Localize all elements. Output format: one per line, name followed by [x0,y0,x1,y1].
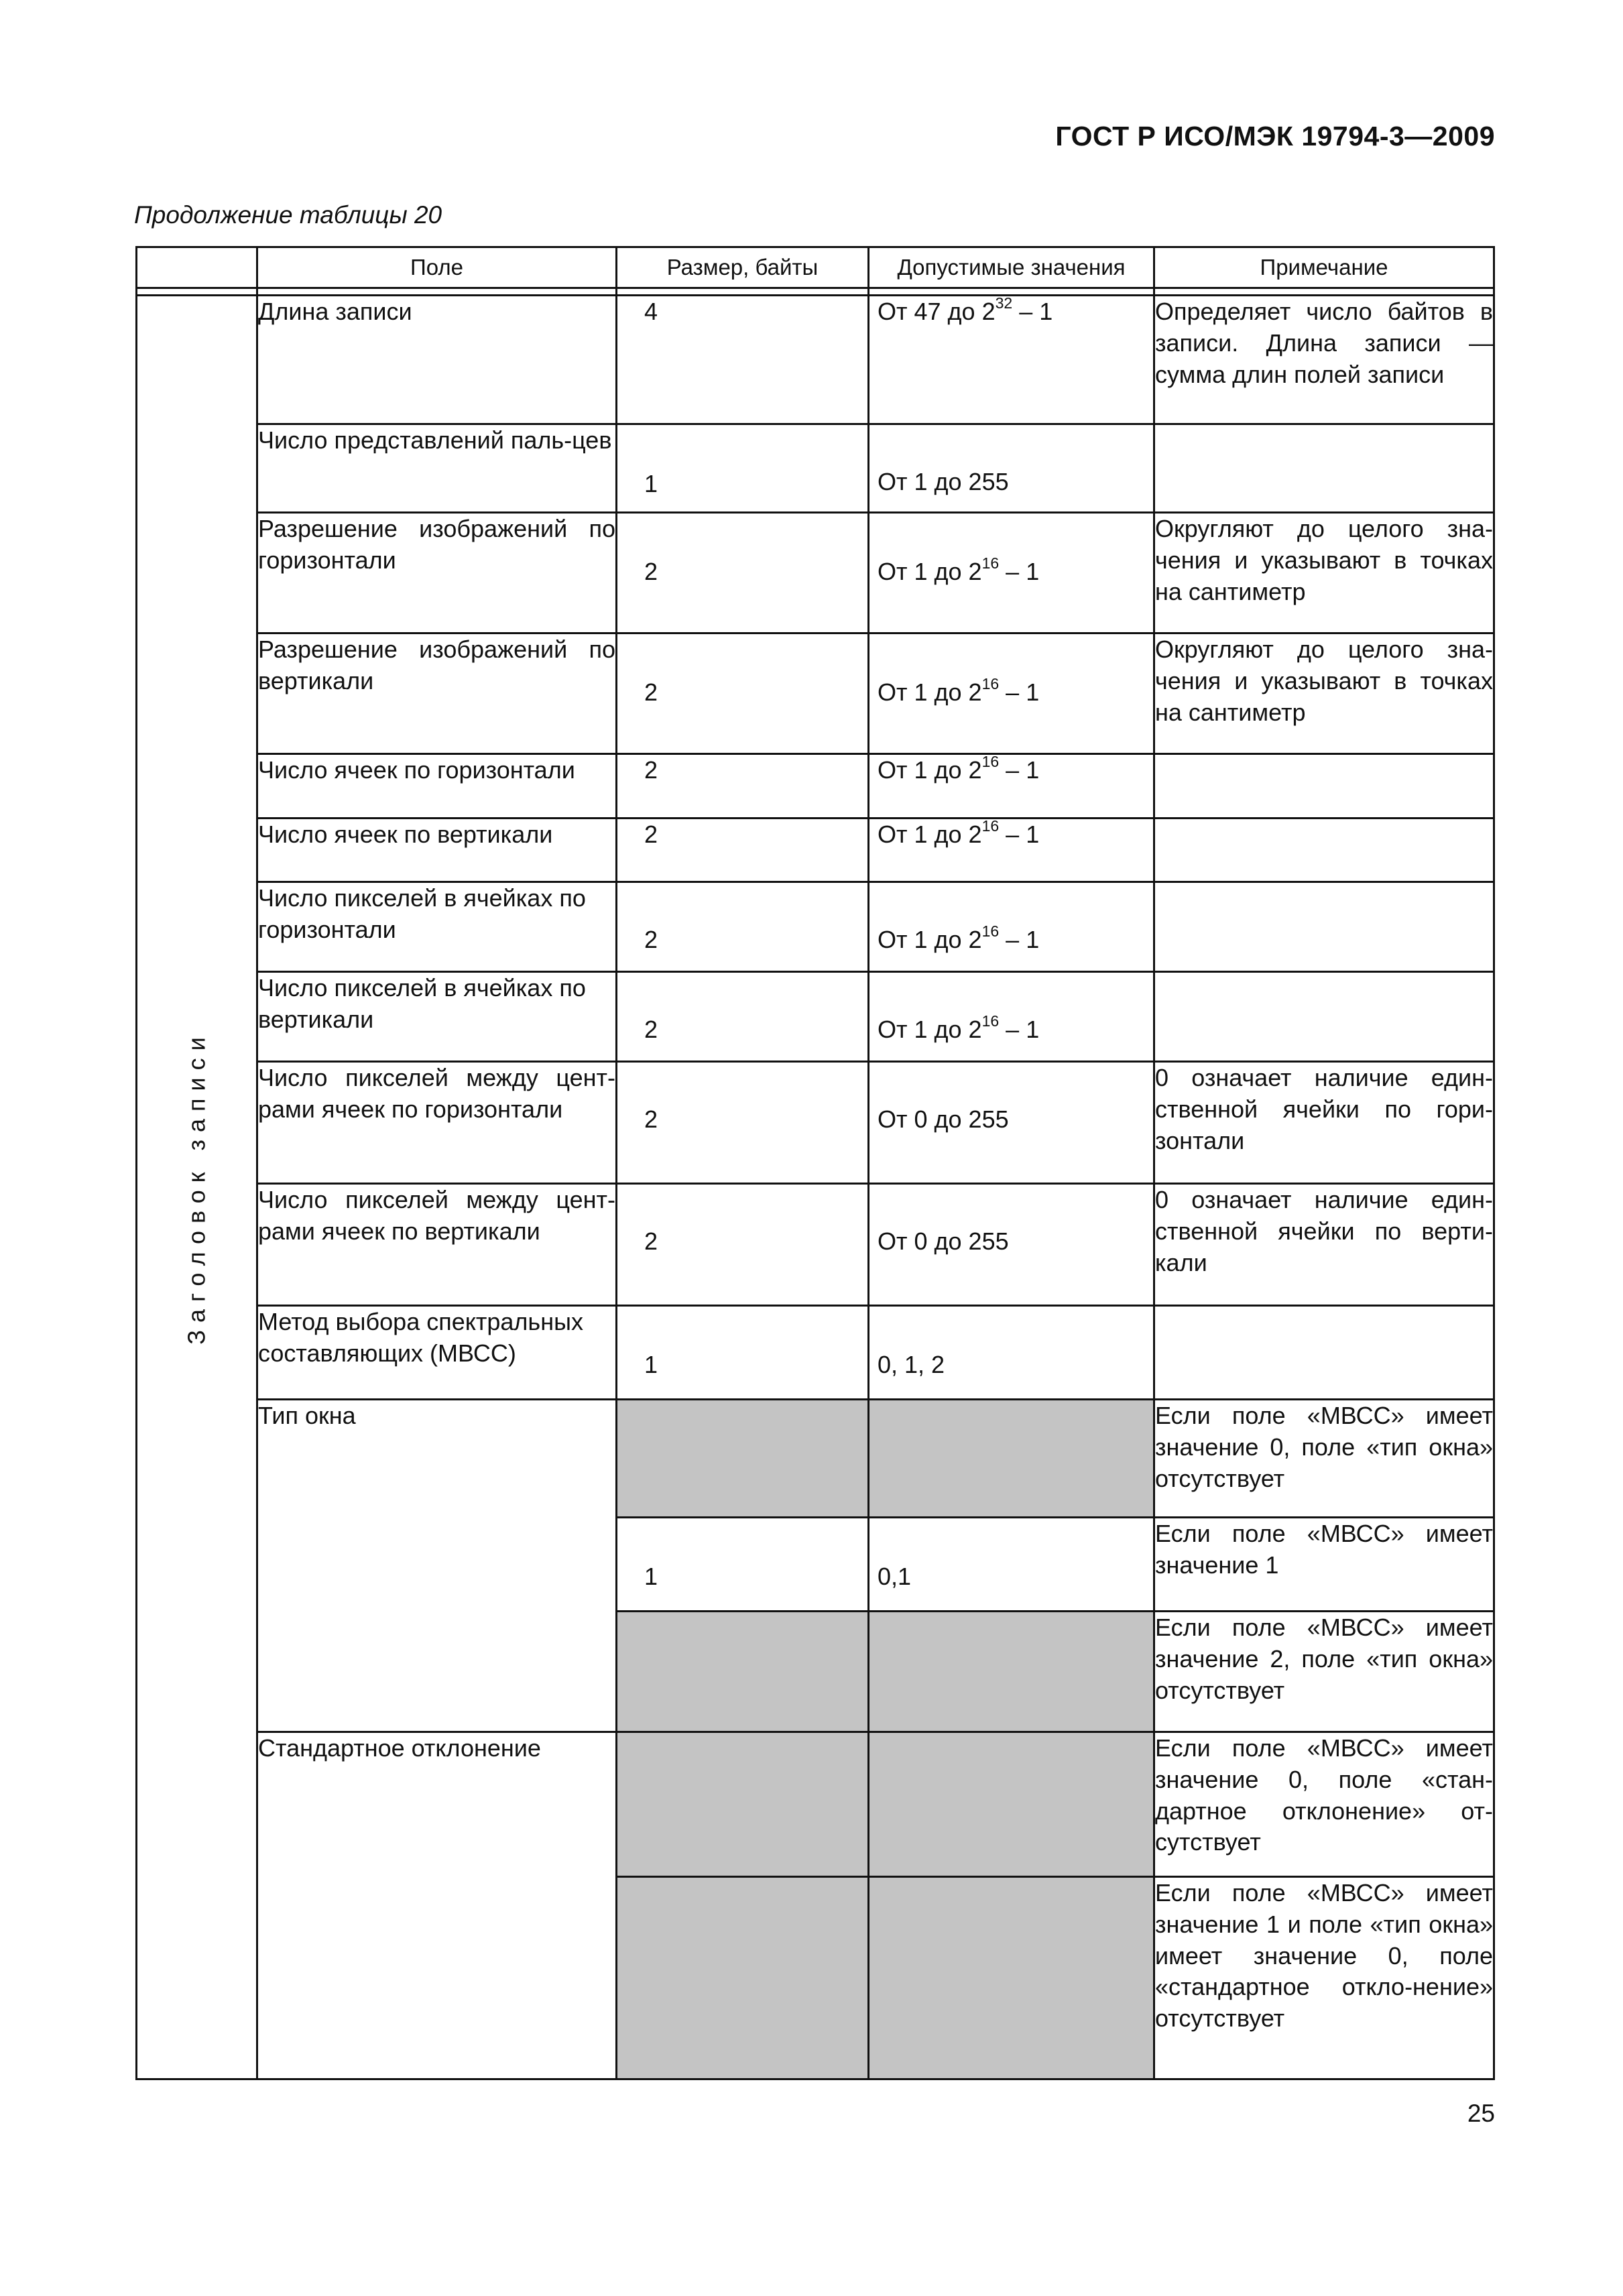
value-cell: От 1 до $2^{16} - 1$ [869,513,1154,633]
note-cell: Округляют до целого зна-чения и указывают в точках на сантиметр [1154,513,1494,633]
note-cell: Если поле «МВСС» имеет значение 2, поле «тип окна» отсутствует [1154,1612,1494,1732]
column-header-note: Примечание [1154,247,1494,288]
field-cell: Метод выбора спектральных составляющих (МВСС) [257,1306,617,1400]
field-cell: Тип окна [257,1400,617,1732]
size-cell: 2 [617,972,869,1062]
table-row [137,513,1494,633]
size-cell: 2 [617,1184,869,1306]
value-cell: 0,1 [869,1518,1154,1612]
value-cell: От 1 до $2^{16} - 1$ [869,882,1154,972]
value-cell-empty [869,1612,1154,1732]
size-cell: 2 [617,882,869,972]
field-cell: Стандартное отклонение [257,1732,617,2079]
column-header-values: Допустимые значения [869,247,1154,288]
size-cell: 2 [617,1062,869,1184]
field-cell: Число ячеек по вертикали [257,819,617,882]
table-caption: Продолжение таблицы 20 [134,201,442,229]
value-cell: От 0 до 255 [869,1184,1154,1306]
note-cell: 0 означает наличие един-ственной ячейки по верти-кали [1154,1184,1494,1306]
size-cell-empty [617,1612,869,1732]
size-cell-empty [617,1877,869,2079]
field-cell: Длина записи [257,296,617,424]
value-cell-empty [869,1732,1154,1877]
value-cell: От 0 до 255 [869,1062,1154,1184]
field-cell: Число пикселей в ячейках по вертикали [257,972,617,1062]
table-row [137,819,1494,882]
table-row [137,882,1494,972]
field-cell: Число представлений паль-цев [257,424,617,513]
size-cell: 2 [617,633,869,754]
note-cell: 0 означает наличие един-ственной ячейки по гори-зонтали [1154,1062,1494,1184]
note-cell [1154,1306,1494,1400]
value-cell: От 1 до $2^{16} - 1$ [869,972,1154,1062]
note-cell [1154,754,1494,819]
standard-designation: ГОСТ Р ИСО/МЭК 19794-3—2009 [1055,121,1495,152]
field-cell: Разрешение изображений по горизонтали [257,513,617,633]
size-cell: 4 [617,296,869,424]
size-cell: 1 [617,1518,869,1612]
data-table [135,246,1495,2080]
value-cell: От 47 до $2^{32} - 1$ [869,296,1154,424]
note-cell: Определяет число байтов в записи. Длина записи — сумма длин полей записи [1154,296,1494,424]
header-corner [137,247,257,288]
size-cell: 2 [617,754,869,819]
note-cell: Если поле «МВСС» имеет значение 0, поле «тип окна» отсутствует [1154,1400,1494,1518]
field-cell: Число пикселей в ячейках по горизонтали [257,882,617,972]
value-cell: 0, 1, 2 [869,1306,1154,1400]
value-cell: От 1 до $2^{16} - 1$ [869,754,1154,819]
value-cell: От 1 до $2^{16} - 1$ [869,819,1154,882]
size-cell: 1 [617,424,869,513]
column-header-size: Размер, байты [617,247,869,288]
field-cell: Число пикселей между цент-рами ячеек по вертикали [257,1184,617,1306]
field-cell: Разрешение изображений по вертикали [257,633,617,754]
table-row [137,754,1494,819]
table-row [137,1732,1494,1877]
note-cell: Если поле «МВСС» имеет значение 1 и поле «тип окна» имеет значение 0, поле «стандартное откло-нение» отсутствует [1154,1877,1494,2079]
value-cell: От 1 до $2^{16} - 1$ [869,633,1154,754]
field-cell: Число ячеек по горизонтали [257,754,617,819]
value-cell-empty [869,1400,1154,1518]
note-cell: Если поле «МВСС» имеет значение 0, поле «стан-дартное отклонение» от-сутствует [1154,1732,1494,1877]
value-cell-empty [869,1877,1154,2079]
value-cell: От 1 до 255 [869,424,1154,513]
table-row [137,1184,1494,1306]
table-row [137,972,1494,1062]
table-row [137,1400,1494,1518]
size-cell: 2 [617,819,869,882]
size-cell: 1 [617,1306,869,1400]
table-row [137,296,1494,424]
table-row [137,633,1494,754]
section-label-cell [137,296,257,2079]
note-cell [1154,882,1494,972]
table-row [137,1306,1494,1400]
note-cell [1154,972,1494,1062]
table-row [137,424,1494,513]
note-cell: Округляют до целого зна-чения и указывают в точках на сантиметр [1154,633,1494,754]
size-cell-empty [617,1400,869,1518]
note-cell: Если поле «МВСС» имеет значение 1 [1154,1518,1494,1612]
size-cell: 2 [617,513,869,633]
note-cell [1154,424,1494,513]
size-cell-empty [617,1732,869,1877]
field-cell: Число пикселей между цент-рами ячеек по горизонтали [257,1062,617,1184]
column-header-field: Поле [257,247,617,288]
page-number: 25 [1467,2100,1495,2127]
section-label: Заголовок записи [182,1030,211,1345]
table-row [137,1062,1494,1184]
note-cell [1154,819,1494,882]
header-row [137,247,1494,288]
header-gap [137,288,1494,296]
